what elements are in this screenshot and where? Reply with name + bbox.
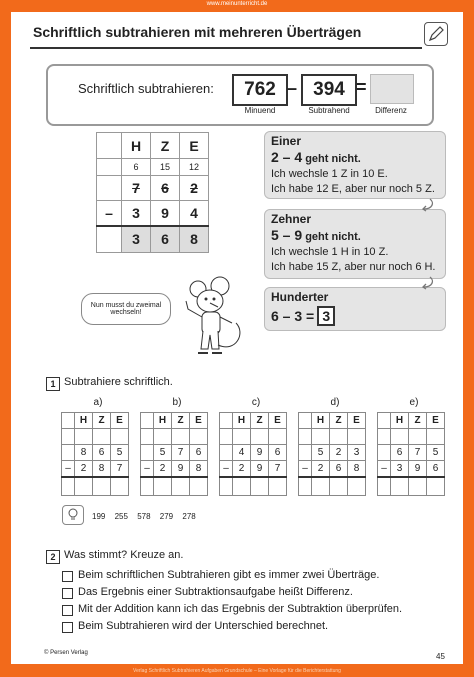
exercise-cell: H xyxy=(391,413,409,429)
minus-sign: – xyxy=(287,78,298,98)
exercise-cell: Z xyxy=(409,413,427,429)
exercise-cell: E xyxy=(348,413,366,429)
pencil-icon xyxy=(424,22,448,46)
lightbulb-icon xyxy=(62,505,84,525)
exercise-cell: E xyxy=(427,413,445,429)
intro-label: Schriftlich subtrahieren: xyxy=(78,81,214,96)
answer-cell[interactable] xyxy=(330,477,348,496)
step-note: geht nicht. xyxy=(305,231,361,243)
empty-cell xyxy=(141,477,154,496)
exercise-cell: 6 xyxy=(391,445,409,461)
exercise-cell: E xyxy=(269,413,287,429)
exercise-cell: E xyxy=(190,413,208,429)
exercise-grid xyxy=(298,412,366,496)
grid-empty xyxy=(97,159,122,176)
exercise-cell: 6 xyxy=(427,461,445,478)
source-url: www.meinunterricht.de xyxy=(206,1,268,7)
empty-cell xyxy=(378,413,391,429)
minus-sign: – xyxy=(97,201,122,226)
answer-cell[interactable] xyxy=(409,477,427,496)
mouse-illustration xyxy=(176,273,256,373)
answer-cell[interactable] xyxy=(93,477,111,496)
answer-cell[interactable] xyxy=(233,477,251,496)
exercise-cell: H xyxy=(233,413,251,429)
empty-cell xyxy=(299,429,312,445)
empty-cell xyxy=(330,429,348,445)
grid-empty xyxy=(97,176,122,201)
empty-cell xyxy=(75,429,93,445)
exercise-grid xyxy=(377,412,445,496)
title-underline xyxy=(30,47,422,49)
empty-cell xyxy=(62,429,75,445)
step-line: Ich habe 12 E, aber nur noch 5 Z. xyxy=(271,183,435,195)
empty-cell xyxy=(111,429,129,445)
subtrahend-digit: 3 xyxy=(122,201,151,226)
minuend-box: 762 xyxy=(232,74,288,106)
exercise-cell: 7 xyxy=(269,461,287,478)
exercise-cell: H xyxy=(154,413,172,429)
subtrahend-digit: 9 xyxy=(151,201,180,226)
step-ones-box xyxy=(264,131,446,199)
empty-cell xyxy=(378,477,391,496)
exercise-cell: 6 xyxy=(190,445,208,461)
minuend-digit: 6 xyxy=(151,176,180,201)
step-note: geht nicht. xyxy=(305,153,361,165)
empty-cell xyxy=(299,477,312,496)
hint-number: 199 xyxy=(92,512,106,521)
exercise-cell: 8 xyxy=(190,461,208,478)
exercise-cell: E xyxy=(111,413,129,429)
empty-cell xyxy=(62,477,75,496)
exercise-cell: 9 xyxy=(172,461,190,478)
exercise-cell: 3 xyxy=(391,461,409,478)
equals-sign: = xyxy=(356,77,367,97)
statement-checkbox[interactable] xyxy=(62,622,73,633)
empty-cell xyxy=(141,413,154,429)
exercise-cell: H xyxy=(75,413,93,429)
task-instruction: Subtrahiere schriftlich. xyxy=(64,376,173,388)
exercise-cell: 7 xyxy=(409,445,427,461)
empty-cell xyxy=(154,429,172,445)
step-equation: 2 – 4 xyxy=(271,149,303,165)
empty-cell xyxy=(312,429,330,445)
exercise-cell: 8 xyxy=(93,461,111,478)
exercise-grid xyxy=(140,412,208,496)
carry-digit: 6 xyxy=(122,159,151,176)
grid-empty xyxy=(97,226,122,253)
arrow-icon xyxy=(420,276,436,295)
empty-cell xyxy=(62,445,75,461)
empty-cell xyxy=(220,413,233,429)
empty-cell xyxy=(62,413,75,429)
hint-number: 255 xyxy=(114,512,128,521)
page-title: Schriftlich subtrahieren mit mehreren Überträgen xyxy=(33,24,362,40)
answer-cell[interactable] xyxy=(312,477,330,496)
step-line: Ich habe 15 Z, aber nur noch 6 H. xyxy=(271,261,436,273)
exercise-cell: 8 xyxy=(75,445,93,461)
exercise-cell: – xyxy=(141,461,154,478)
step-answer: 3 xyxy=(317,306,335,326)
exercise-label: e) xyxy=(409,397,419,408)
exercise-cell: 2 xyxy=(330,445,348,461)
step-heading: Einer xyxy=(271,134,302,148)
result-digit: 6 xyxy=(151,226,180,253)
exercise-grid xyxy=(61,412,129,496)
empty-cell xyxy=(172,429,190,445)
exercise-cell: – xyxy=(62,461,75,478)
task-number: 1 xyxy=(46,377,60,391)
minuend-digit: 7 xyxy=(122,176,151,201)
empty-cell xyxy=(409,429,427,445)
answer-cell[interactable] xyxy=(391,477,409,496)
exercise-cell: 4 xyxy=(233,445,251,461)
step-heading: Hunderter xyxy=(271,290,329,304)
statement-text: Beim Subtrahieren wird der Unterschied berechnet. xyxy=(78,620,329,632)
exercise-cell: 9 xyxy=(251,445,269,461)
exercise-cell: H xyxy=(312,413,330,429)
exercise-cell: – xyxy=(378,461,391,478)
empty-cell xyxy=(299,445,312,461)
exercise-cell: 3 xyxy=(348,445,366,461)
minuend-digit: 2 xyxy=(180,176,209,201)
step-heading: Zehner xyxy=(271,212,312,226)
statement-text: Das Ergebnis einer Subtraktionsaufgabe heißt Differenz. xyxy=(78,586,353,598)
grid-header: Z xyxy=(151,133,180,159)
statement-checkbox[interactable] xyxy=(62,588,73,599)
empty-cell xyxy=(190,429,208,445)
step-equation: 6 – 3 = xyxy=(271,308,315,324)
exercise-cell: 9 xyxy=(409,461,427,478)
exercise-cell: 6 xyxy=(330,461,348,478)
exercise-cell: 9 xyxy=(251,461,269,478)
exercise-cell: Z xyxy=(172,413,190,429)
exercise-label: c) xyxy=(251,397,261,408)
empty-cell xyxy=(391,429,409,445)
hze-grid xyxy=(96,132,209,253)
bottom-source: Verlag Schriftlich Subtrahieren Aufgaben Grundschule – Eine Vorlage für die Berichterstattung xyxy=(133,668,341,674)
hint-number: 278 xyxy=(182,512,196,521)
exercise-cell: 7 xyxy=(111,461,129,478)
grid-header: H xyxy=(122,133,151,159)
exercise-cell: 5 xyxy=(111,445,129,461)
empty-cell xyxy=(427,429,445,445)
grid-empty xyxy=(97,133,122,159)
empty-cell xyxy=(233,429,251,445)
speech-bubble: Nun musst du zweimal wechseln! xyxy=(81,293,171,325)
exercise-cell: 2 xyxy=(75,461,93,478)
step-tens-box xyxy=(264,209,446,279)
step-equation: 5 – 9 xyxy=(271,227,303,243)
answer-cell[interactable] xyxy=(111,477,129,496)
step-line: Ich wechsle 1 Z in 10 E. xyxy=(271,168,388,180)
exercise-cell: 8 xyxy=(348,461,366,478)
hint-number: 578 xyxy=(137,512,151,521)
exercise-cell: Z xyxy=(93,413,111,429)
result-digit: 3 xyxy=(122,226,151,253)
result-digit: 8 xyxy=(180,226,209,253)
empty-cell xyxy=(220,477,233,496)
step-line: Ich wechsle 1 H in 10 Z. xyxy=(271,246,389,258)
task-instruction: Was stimmt? Kreuze an. xyxy=(64,549,184,561)
subtrahend-box: 394 xyxy=(301,74,357,106)
exercise-cell: 5 xyxy=(312,445,330,461)
empty-cell xyxy=(299,413,312,429)
statement-checkbox[interactable] xyxy=(62,605,73,616)
hint-numbers xyxy=(92,512,196,521)
answer-cell[interactable] xyxy=(427,477,445,496)
statement-checkbox[interactable] xyxy=(62,571,73,582)
exercise-grid xyxy=(219,412,287,496)
statement-text: Beim schriftlichen Subtrahieren gibt es immer zwei Überträge. xyxy=(78,569,380,581)
answer-cell[interactable] xyxy=(172,477,190,496)
exercise-cell: – xyxy=(299,461,312,478)
exercise-cell: 2 xyxy=(312,461,330,478)
answer-cell[interactable] xyxy=(75,477,93,496)
task-number: 2 xyxy=(46,550,60,564)
exercise-cell: 5 xyxy=(427,445,445,461)
grid-header: E xyxy=(180,133,209,159)
empty-cell xyxy=(141,445,154,461)
minuend-label: Minuend xyxy=(244,106,276,115)
empty-cell xyxy=(220,429,233,445)
exercise-label: b) xyxy=(172,397,182,408)
page-number: 45 xyxy=(436,652,445,661)
difference-input[interactable] xyxy=(370,74,414,104)
empty-cell xyxy=(220,445,233,461)
exercise-cell: 2 xyxy=(233,461,251,478)
answer-cell[interactable] xyxy=(348,477,366,496)
publisher-credit: © Persen Verlag xyxy=(44,650,88,656)
exercise-cell: 5 xyxy=(154,445,172,461)
empty-cell xyxy=(378,429,391,445)
empty-cell xyxy=(269,429,287,445)
answer-cell[interactable] xyxy=(154,477,172,496)
exercise-cell: 7 xyxy=(172,445,190,461)
answer-cell[interactable] xyxy=(251,477,269,496)
empty-cell xyxy=(251,429,269,445)
exercise-cell: – xyxy=(220,461,233,478)
difference-label: Differenz xyxy=(375,106,407,115)
subtrahend-label: Subtrahend xyxy=(308,106,350,115)
exercise-cell: Z xyxy=(251,413,269,429)
empty-cell xyxy=(378,445,391,461)
carry-digit: 12 xyxy=(180,159,209,176)
empty-cell xyxy=(348,429,366,445)
empty-cell xyxy=(141,429,154,445)
hint-number: 279 xyxy=(159,512,174,521)
exercise-cell: 2 xyxy=(154,461,172,478)
empty-cell xyxy=(93,429,111,445)
exercise-label: a) xyxy=(93,397,103,408)
exercise-label: d) xyxy=(330,397,340,408)
arrow-icon xyxy=(420,198,436,217)
carry-digit: 15 xyxy=(151,159,180,176)
answer-cell[interactable] xyxy=(269,477,287,496)
step-hundreds-box xyxy=(264,287,446,331)
exercise-cell: Z xyxy=(330,413,348,429)
subtrahend-digit: 4 xyxy=(180,201,209,226)
exercise-cell: 6 xyxy=(269,445,287,461)
statement-text: Mit der Addition kann ich das Ergebnis der Subtraktion überprüfen. xyxy=(78,603,403,615)
exercise-cell: 6 xyxy=(93,445,111,461)
answer-cell[interactable] xyxy=(190,477,208,496)
